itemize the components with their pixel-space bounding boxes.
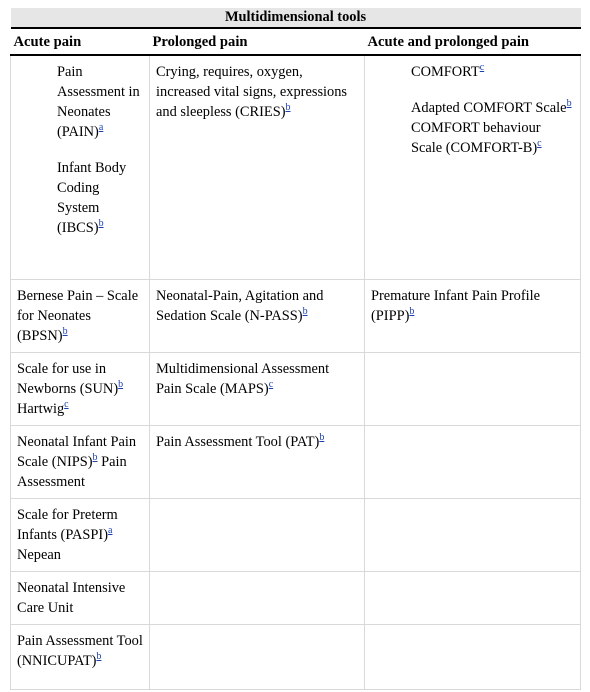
tool-name: Adapted COMFORT Scale	[411, 100, 567, 116]
cell-prolonged	[150, 353, 365, 426]
tool-name: Premature Infant Pain Profile (PIPP)	[371, 288, 541, 324]
cell-acute	[11, 499, 150, 572]
table-row	[11, 499, 581, 572]
cell-prolonged	[150, 572, 365, 625]
cell-acute	[11, 572, 150, 625]
table-row	[11, 280, 581, 353]
cell-acute	[11, 280, 150, 353]
cell-acute	[11, 353, 150, 426]
footnote-link[interactable]: b	[285, 102, 291, 114]
tool-entry	[17, 505, 143, 565]
tool-name: Neonatal Intensive Care Unit	[17, 580, 126, 616]
tool-name: Neonatal-Pain, Agitation and Sedation Scale (N-PASS)	[156, 288, 324, 324]
footnote-link[interactable]: b	[566, 98, 572, 110]
cell-acute-and-prolonged	[365, 572, 581, 625]
tool-name: Pain Assessment Tool (NNICUPAT)	[17, 633, 143, 669]
table-row	[11, 572, 581, 625]
column-header-acute: Acute pain	[11, 28, 150, 55]
cell-acute-and-prolonged	[365, 353, 581, 426]
cell-acute-and-prolonged	[365, 280, 581, 353]
cell-prolonged	[150, 280, 365, 353]
footnote-link[interactable]: a	[108, 525, 113, 537]
tool-name-continued: Pain Assessment	[17, 454, 127, 490]
tool-name: Scale for Preterm Infants (PASPI)	[17, 507, 118, 543]
cell-acute	[11, 426, 150, 499]
column-header-prolonged: Prolonged pain	[150, 28, 365, 55]
cell-acute	[11, 55, 150, 280]
footnote-link[interactable]: c	[479, 62, 485, 74]
table-title: Multidimensional tools	[11, 8, 581, 28]
tool-name: Multidimensional Assessment Pain Scale (MAPS)	[156, 361, 330, 397]
table-container	[10, 8, 580, 690]
table-row	[11, 426, 581, 499]
footnote-link[interactable]: b	[302, 306, 308, 318]
tool-name: Crying, requires, oxygen, increased vital signs, expressions and sleepless (CRIES)	[156, 64, 348, 120]
multidimensional-tools-table	[10, 8, 581, 690]
footnote-link[interactable]: b	[92, 452, 98, 464]
tool-name: Scale for use in Newborns (SUN)	[17, 361, 119, 397]
tool-entry	[57, 62, 143, 142]
tool-entry	[57, 158, 143, 238]
footnote-link[interactable]: b	[62, 326, 68, 338]
table-body	[11, 55, 581, 690]
footnote-link[interactable]: c	[537, 138, 542, 150]
entry-spacer	[411, 82, 574, 98]
footnote-link[interactable]: b	[96, 651, 102, 663]
tool-entry	[371, 286, 574, 326]
tool-name: Neonatal Infant Pain Scale (NIPS)	[17, 434, 137, 470]
cell-prolonged	[150, 426, 365, 499]
tool-entry	[411, 62, 574, 82]
table-row	[11, 55, 581, 280]
footnote-link[interactable]: c	[268, 379, 274, 391]
cell-acute-and-prolonged	[365, 55, 581, 280]
cell-acute-and-prolonged	[365, 499, 581, 572]
footnote-link[interactable]: b	[98, 218, 104, 230]
tool-name-continued: Hartwig	[17, 401, 65, 417]
cell-prolonged	[150, 499, 365, 572]
footnote-link[interactable]: b	[319, 432, 325, 444]
cell-acute-and-prolonged	[365, 625, 581, 690]
entry-spacer	[57, 142, 143, 158]
footnote-link[interactable]: c	[64, 399, 69, 411]
footnote-link[interactable]: a	[98, 122, 104, 134]
table-row	[11, 625, 581, 690]
cell-acute-and-prolonged	[365, 426, 581, 499]
tool-entry	[17, 631, 143, 671]
tool-name-continued: COMFORT behaviour Scale (COMFORT-B)	[411, 120, 541, 156]
tool-name-continued: Nepean	[17, 547, 61, 563]
tool-entry	[156, 62, 358, 122]
table-row	[11, 353, 581, 426]
tool-name: COMFORT	[411, 64, 480, 80]
tool-entry	[411, 98, 574, 158]
column-header-acute-and-prolonged: Acute and prolonged pain	[365, 28, 581, 55]
cell-prolonged	[150, 625, 365, 690]
cell-acute	[11, 625, 150, 690]
tool-entry	[156, 432, 358, 452]
tool-name: Pain Assessment in Neonates (PAIN)	[57, 64, 140, 140]
tool-entry	[17, 432, 143, 492]
tool-entry	[156, 359, 358, 399]
tool-name: Pain Assessment Tool (PAT)	[156, 434, 320, 450]
tool-name: Infant Body Coding System (IBCS)	[57, 160, 127, 236]
cell-prolonged	[150, 55, 365, 280]
footnote-link[interactable]: b	[118, 379, 124, 391]
tool-entry	[17, 359, 143, 419]
tool-name: Bernese Pain – Scale for Neonates (BPSN)	[17, 288, 139, 344]
tool-entry	[17, 578, 143, 618]
tool-entry	[17, 286, 143, 346]
tool-entry	[156, 286, 358, 326]
footnote-link[interactable]: b	[409, 306, 415, 318]
